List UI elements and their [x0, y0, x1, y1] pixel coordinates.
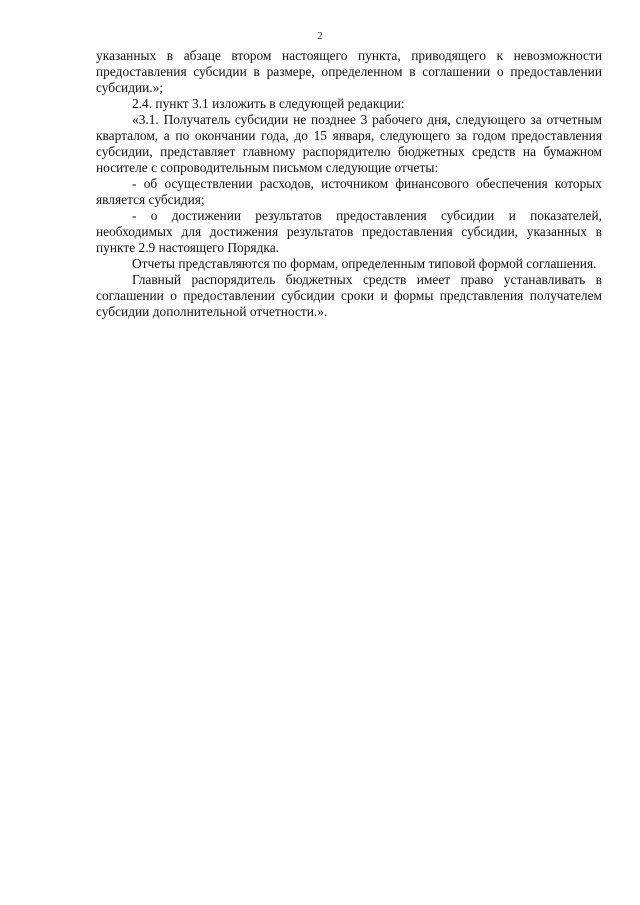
paragraph-item-2-4: 2.4. пункт 3.1 изложить в следующей редакции:: [132, 96, 405, 111]
paragraph-report-expenses: - об осуществлении расходов, источником финансового обеспечения которых является субсидия;: [96, 176, 602, 207]
page-number: 2: [317, 30, 323, 42]
paragraph-clause-3-1: «3.1. Получатель субсидии не позднее 3 рабочего дня, следующего за отчетным кварталом, а по окончании года, до 15 января, следующего за годом предоставления субсидии, представляет главному распорядителю бюджетных средств на бумажном носителе с сопроводительным письмом следующие отчеты:: [96, 112, 602, 175]
paragraph-report-forms: Отчеты представляются по формам, определенным типовой формой соглашения.: [132, 256, 597, 271]
paragraph-continuation: указанных в абзаце втором настоящего пункта, приводящего к невозможности предоставления субсидии в размере, определенном в соглашении о предоставлении субсидии.»;: [96, 48, 602, 95]
paragraph-report-results: - о достижении результатов предоставления субсидии и показателей, необходимых для достижения результатов предоставления субсидии, указанных в пункте 2.9 настоящего Порядка.: [96, 208, 602, 255]
document-body: [96, 48, 602, 320]
paragraph-additional-reporting: Главный распорядитель бюджетных средств имеет право устанавливать в соглашении о предоставлении субсидии сроки и формы представления получателем субсидии дополнительной отчетности.».: [96, 272, 602, 319]
